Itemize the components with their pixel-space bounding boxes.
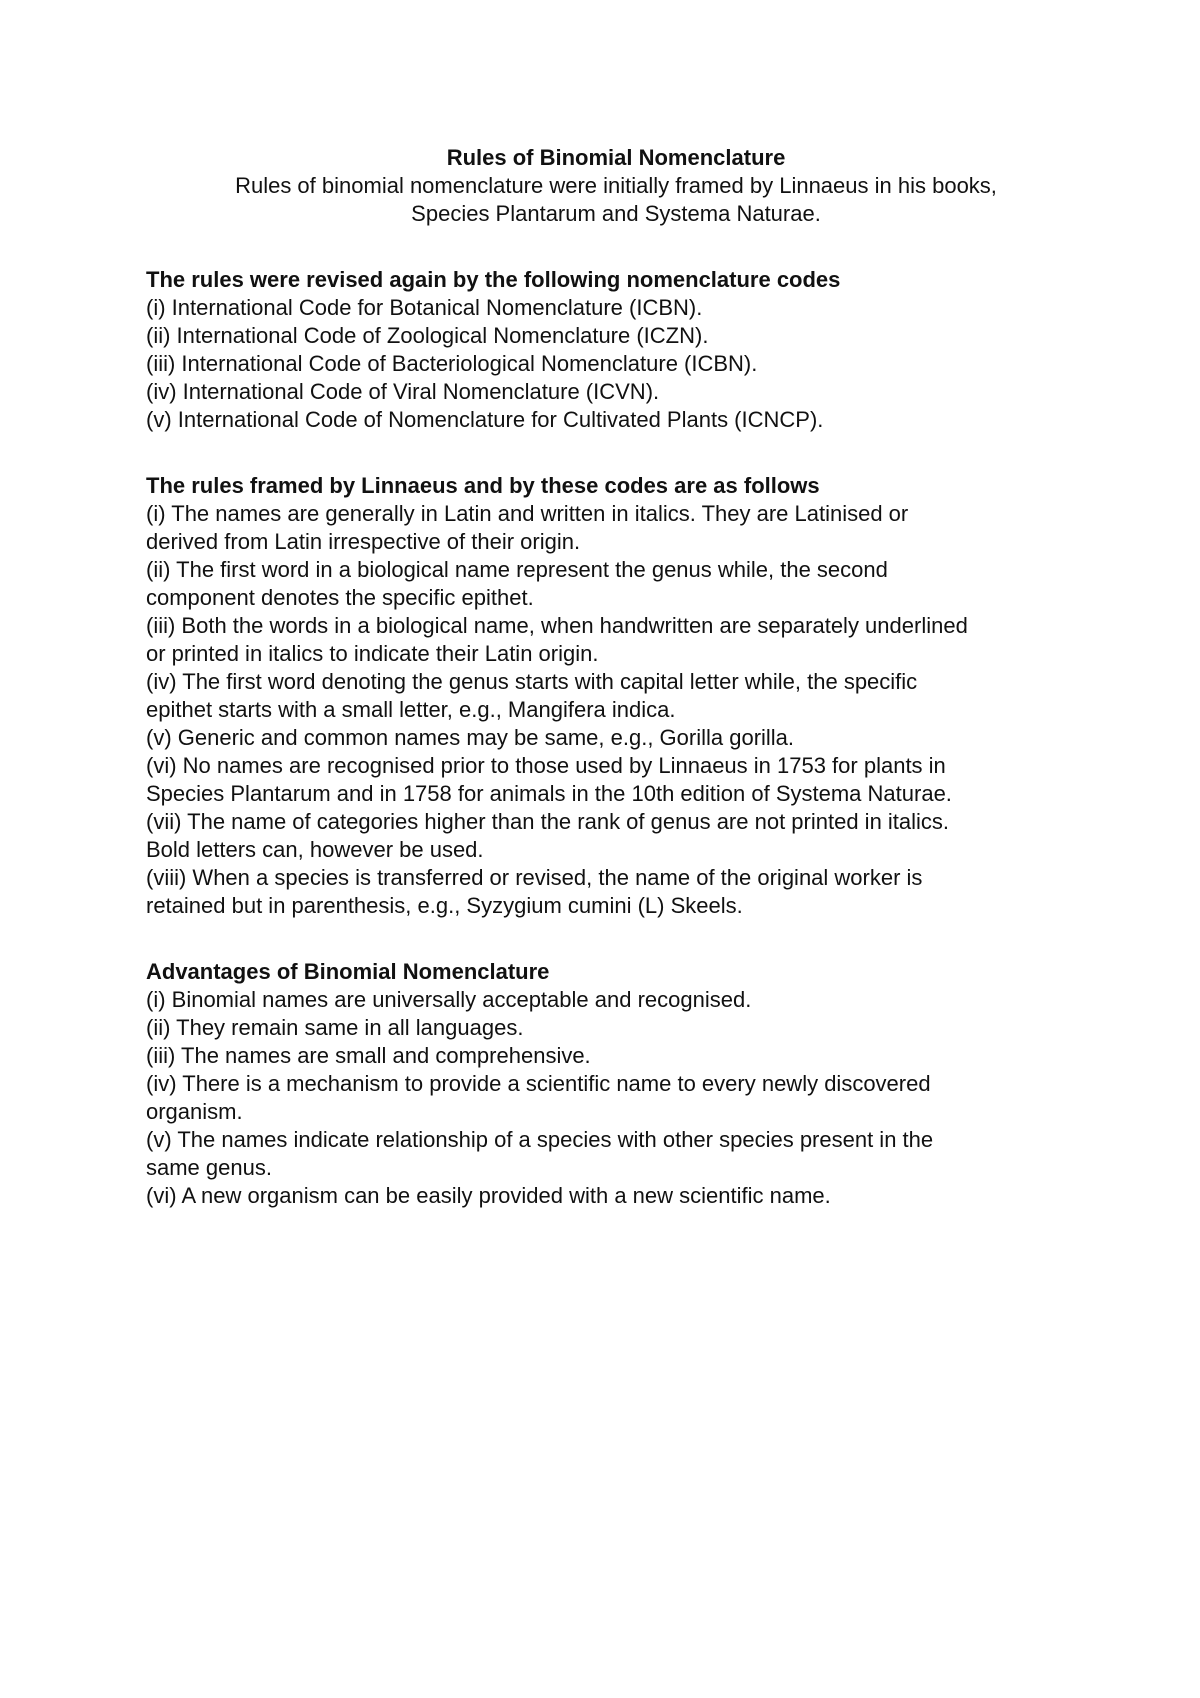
rule-line: derived from Latin irrespective of their origin. — [146, 529, 581, 554]
code-item: (v) International Code of Nomenclature for Cultivated Plants (ICNCP). — [146, 407, 824, 432]
advantage-line: organism. — [146, 1099, 243, 1124]
rule-line: (iv) The first word denoting the genus starts with capital letter while, the specific — [146, 669, 918, 694]
rule-line: (iii) Both the words in a biological name, when handwritten are separately underlined — [146, 613, 968, 638]
rule-line: (i) The names are generally in Latin and written in italics. They are Latinised or — [146, 501, 909, 526]
advantage-line: (vi) A new organism can be easily provided with a new scientific name. — [146, 1183, 831, 1208]
code-item: (iv) International Code of Viral Nomenclature (ICVN). — [146, 379, 660, 404]
rule-line: (v) Generic and common names may be same, e.g., Gorilla gorilla. — [146, 725, 795, 750]
intro-line: Species Plantarum and Systema Naturae. — [411, 201, 821, 226]
rule-line: Bold letters can, however be used. — [146, 837, 484, 862]
rule-line: epithet starts with a small letter, e.g., Mangifera indica. — [146, 697, 676, 722]
advantage-line: (v) The names indicate relationship of a species with other species present in the — [146, 1127, 934, 1152]
rule-line: (viii) When a species is transferred or revised, the name of the original worker is — [146, 865, 923, 890]
title-block — [146, 144, 1086, 228]
spacer — [146, 228, 1086, 266]
advantage-line: (i) Binomial names are universally acceptable and recognised. — [146, 987, 752, 1012]
codes-section — [146, 266, 1086, 434]
rule-line: or printed in italics to indicate their Latin origin. — [146, 641, 599, 666]
rule-line: retained but in parenthesis, e.g., Syzygium cumini (L) Skeels. — [146, 893, 743, 918]
advantage-line: (ii) They remain same in all languages. — [146, 1015, 524, 1040]
advantage-line: (iii) The names are small and comprehensive. — [146, 1043, 591, 1068]
advantage-line: same genus. — [146, 1155, 272, 1180]
rule-line: component denotes the specific epithet. — [146, 585, 534, 610]
rule-line: (vii) The name of categories higher than the rank of genus are not printed in italics. — [146, 809, 950, 834]
code-item: (iii) International Code of Bacteriological Nomenclature (ICBN). — [146, 351, 758, 376]
code-item: (ii) International Code of Zoological Nomenclature (ICZN). — [146, 323, 709, 348]
advantages-section — [146, 958, 1086, 1210]
rule-line: (vi) No names are recognised prior to those used by Linnaeus in 1753 for plants in — [146, 753, 946, 778]
rule-line: Species Plantarum and in 1758 for animals in the 10th edition of Systema Naturae. — [146, 781, 952, 806]
rules-section — [146, 472, 1086, 920]
rules-heading: The rules framed by Linnaeus and by these codes are as follows — [146, 473, 820, 498]
spacer — [146, 434, 1086, 472]
document-body — [146, 144, 1086, 1210]
spacer — [146, 920, 1086, 958]
advantages-heading: Advantages of Binomial Nomenclature — [146, 959, 550, 984]
codes-heading: The rules were revised again by the following nomenclature codes — [146, 267, 841, 292]
code-item: (i) International Code for Botanical Nomenclature (ICBN). — [146, 295, 703, 320]
intro-line: Rules of binomial nomenclature were initially framed by Linnaeus in his books, — [235, 173, 997, 198]
advantage-line: (iv) There is a mechanism to provide a scientific name to every newly discovered — [146, 1071, 931, 1096]
rule-line: (ii) The first word in a biological name represent the genus while, the second — [146, 557, 888, 582]
page-title: Rules of Binomial Nomenclature — [446, 145, 786, 170]
